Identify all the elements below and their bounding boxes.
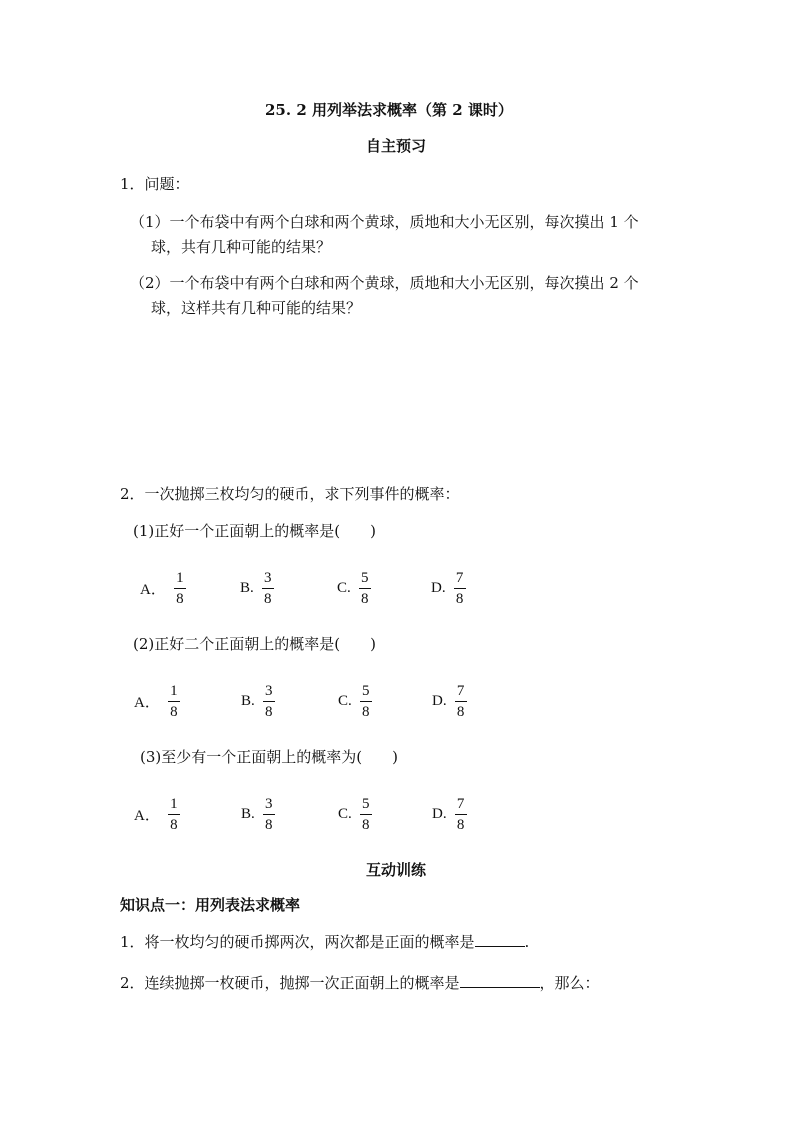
option-fraction: $\frac{7}{8}$ [455,683,467,720]
option-b [240,568,274,608]
option-fraction: $\frac{5}{8}$ [360,683,372,720]
option-d [432,794,467,834]
option-letter: D. [432,805,447,822]
q2-part3-options [134,794,500,834]
option-c [337,568,371,608]
option-letter: D. [431,579,446,596]
option-letter: A． [134,807,160,824]
option-c [338,794,372,834]
knowledge-point-heading: 知识点一：用列表法求概率 [120,896,301,914]
option-a [134,681,180,721]
option-fraction: $\frac{3}{8}$ [263,683,275,720]
option-a [134,794,180,834]
q1-sub2-line1: （2）一个布袋中有两个白球和两个黄球，质地和大小无区别，每次摸出 2 个 [130,274,639,292]
q1-label: 1．问题： [120,175,190,193]
option-fraction: $\frac{1}{8}$ [174,570,186,607]
q2-label: 2．一次抛掷三枚均匀的硬币，求下列事件的概率： [120,485,460,503]
option-d [432,681,467,721]
option-letter: C. [338,805,352,822]
option-letter: B. [241,692,255,709]
kq2-answer-blank[interactable] [460,973,540,988]
option-d [431,568,466,608]
kq1-end: . [524,933,530,951]
option-a [140,568,186,608]
q2-part2: (2)正好二个正面朝上的概率是( ) [133,635,376,653]
option-letter: A． [134,694,160,711]
kq1 [120,931,529,952]
option-c [338,681,372,721]
option-b [241,794,275,834]
q2-part1: (1)正好一个正面朝上的概率是( ) [133,522,376,540]
option-fraction: $\frac{7}{8}$ [454,570,466,607]
option-letter: C. [337,579,351,596]
page-title: 25. 2 用列举法求概率（第 2 课时） [265,101,513,119]
section-heading-preview: 自主预习 [366,137,427,155]
q1-sub1-line1: （1）一个布袋中有两个白球和两个黄球，质地和大小无区别，每次摸出 1 个 [130,213,639,231]
option-fraction: $\frac{1}{8}$ [168,796,180,833]
option-fraction: $\frac{3}{8}$ [262,570,274,607]
q1-sub1-line2: 球，共有几种可能的结果？ [151,238,332,256]
kq2-end: ，那么： [539,974,600,992]
option-letter: C. [338,692,352,709]
option-fraction: $\frac{5}{8}$ [360,796,372,833]
q2-part1-options [140,568,500,608]
kq2-text: 2．连续抛掷一枚硬币，抛掷一次正面朝上的概率是 [120,974,460,992]
kq2 [120,972,600,993]
option-fraction: $\frac{5}{8}$ [359,570,371,607]
option-letter: B. [241,805,255,822]
q1-sub2-line2: 球，这样共有几种可能的结果？ [151,299,362,317]
option-fraction: $\frac{7}{8}$ [455,796,467,833]
kq1-text: 1．将一枚均匀的硬币掷两次，两次都是正面的概率是 [120,933,475,951]
section-heading-interactive: 互动训练 [366,861,427,879]
option-letter: A． [140,581,166,598]
q2-part3: (3)至少有一个正面朝上的概率为( ) [140,748,398,766]
option-fraction: $\frac{1}{8}$ [168,683,180,720]
q2-part2-options [134,681,500,721]
kq1-answer-blank[interactable] [475,932,525,947]
option-b [241,681,275,721]
option-fraction: $\frac{3}{8}$ [263,796,275,833]
option-letter: D. [432,692,447,709]
option-letter: B. [240,579,254,596]
